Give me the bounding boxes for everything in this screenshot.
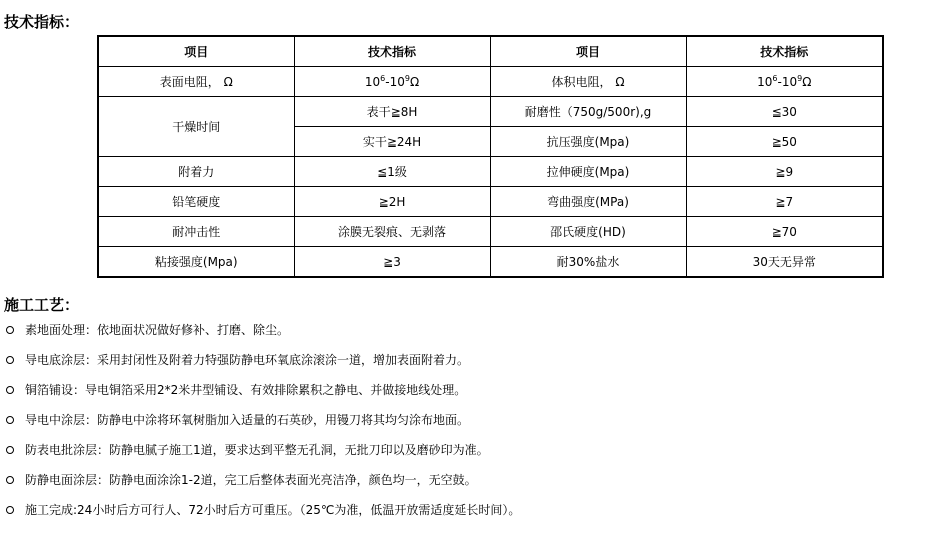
circle-bullet-icon bbox=[6, 506, 14, 514]
process-steps-list bbox=[0, 322, 520, 532]
circle-bullet-icon bbox=[6, 326, 14, 334]
header-spec-1: 技术指标 bbox=[294, 36, 490, 67]
item-impact-resistance: 耐冲击性 bbox=[98, 217, 294, 247]
value-impact-resistance: 涂膜无裂痕、无剥落 bbox=[294, 217, 490, 247]
value-volume-resistance: $10^6-10^9\Omega$ bbox=[686, 67, 883, 97]
table-row bbox=[98, 187, 883, 217]
value-bond-strength: ≧3 bbox=[294, 247, 490, 278]
value-surface-dry: 表干≧8H bbox=[294, 97, 490, 127]
circle-bullet-icon bbox=[6, 356, 14, 364]
list-item bbox=[0, 352, 520, 382]
table-row bbox=[98, 157, 883, 187]
value-abrasion-resistance: ≦30 bbox=[686, 97, 883, 127]
step-text: 导电底涂层：采用封闭性及附着力特强防静电环氧底涂滚涂一道，增加表面附着力。 bbox=[25, 353, 470, 367]
value-hard-dry: 实干≧24H bbox=[294, 127, 490, 157]
step-text: 铜箔铺设：导电铜箔采用2*2米井型铺设、有效排除累积之静电、并做接地线处理。 bbox=[25, 383, 467, 397]
step-text: 防表电批涂层：防静电腻子施工1道，要求达到平整无孔洞，无批刀印以及磨砂印为准。 bbox=[25, 443, 489, 457]
step-text: 素地面处理：依地面状况做好修补、打磨、除尘。 bbox=[25, 323, 290, 337]
step-text: 导电中涂层：防静电中涂将环氧树脂加入适量的石英砂，用镘刀将其均匀涂布地面。 bbox=[25, 413, 470, 427]
list-item bbox=[0, 442, 520, 472]
value-surface-resistance: $10^6-10^9\Omega$ bbox=[294, 67, 490, 97]
item-surface-resistance: 表面电阻， Ω bbox=[98, 67, 294, 97]
circle-bullet-icon bbox=[6, 386, 14, 394]
header-spec-2: 技术指标 bbox=[686, 36, 883, 67]
value-compressive-strength: ≧50 bbox=[686, 127, 883, 157]
header-item-1: 项目 bbox=[98, 36, 294, 67]
circle-bullet-icon bbox=[6, 446, 14, 454]
list-item bbox=[0, 382, 520, 412]
value-salt-water-resistance: 30天无异常 bbox=[686, 247, 883, 278]
item-bond-strength: 粘接强度(Mpa) bbox=[98, 247, 294, 278]
item-tensile-hardness: 拉伸硬度(Mpa) bbox=[490, 157, 686, 187]
header-item-2: 项目 bbox=[490, 36, 686, 67]
table-row bbox=[98, 217, 883, 247]
item-drying-time: 干燥时间 bbox=[98, 97, 294, 157]
item-salt-water-resistance: 耐30%盐水 bbox=[490, 247, 686, 278]
value-pencil-hardness: ≧2H bbox=[294, 187, 490, 217]
table-row bbox=[98, 67, 883, 97]
list-item bbox=[0, 412, 520, 442]
list-item bbox=[0, 322, 520, 352]
circle-bullet-icon bbox=[6, 416, 14, 424]
item-flexural-strength: 弯曲强度(MPa) bbox=[490, 187, 686, 217]
value-flexural-strength: ≧7 bbox=[686, 187, 883, 217]
process-section-title: 施工工艺： bbox=[4, 296, 80, 314]
value-shore-hardness: ≧70 bbox=[686, 217, 883, 247]
item-compressive-strength: 抗压强度(Mpa) bbox=[490, 127, 686, 157]
table-row bbox=[98, 97, 883, 127]
list-item bbox=[0, 502, 520, 532]
item-pencil-hardness: 铅笔硬度 bbox=[98, 187, 294, 217]
item-adhesion: 附着力 bbox=[98, 157, 294, 187]
circle-bullet-icon bbox=[6, 476, 14, 484]
item-shore-hardness: 邵氏硬度(HD) bbox=[490, 217, 686, 247]
item-volume-resistance: 体积电阻， Ω bbox=[490, 67, 686, 97]
item-abrasion-resistance: 耐磨性（750g/500r),g bbox=[490, 97, 686, 127]
spec-table-header-row bbox=[98, 36, 883, 67]
value-tensile-hardness: ≧9 bbox=[686, 157, 883, 187]
step-text: 施工完成:24小时后方可行人、72小时后方可重压。（25℃为准，低温开放需适度延长时间）。 bbox=[25, 503, 521, 517]
list-item bbox=[0, 472, 520, 502]
spec-table bbox=[97, 35, 884, 278]
value-adhesion: ≦1级 bbox=[294, 157, 490, 187]
table-row bbox=[98, 247, 883, 278]
spec-section-title: 技术指标： bbox=[4, 13, 80, 31]
step-text: 防静电面涂层：防静电面涂涂1-2道，完工后整体表面光亮洁净，颜色均一，无空鼓。 bbox=[25, 473, 477, 487]
